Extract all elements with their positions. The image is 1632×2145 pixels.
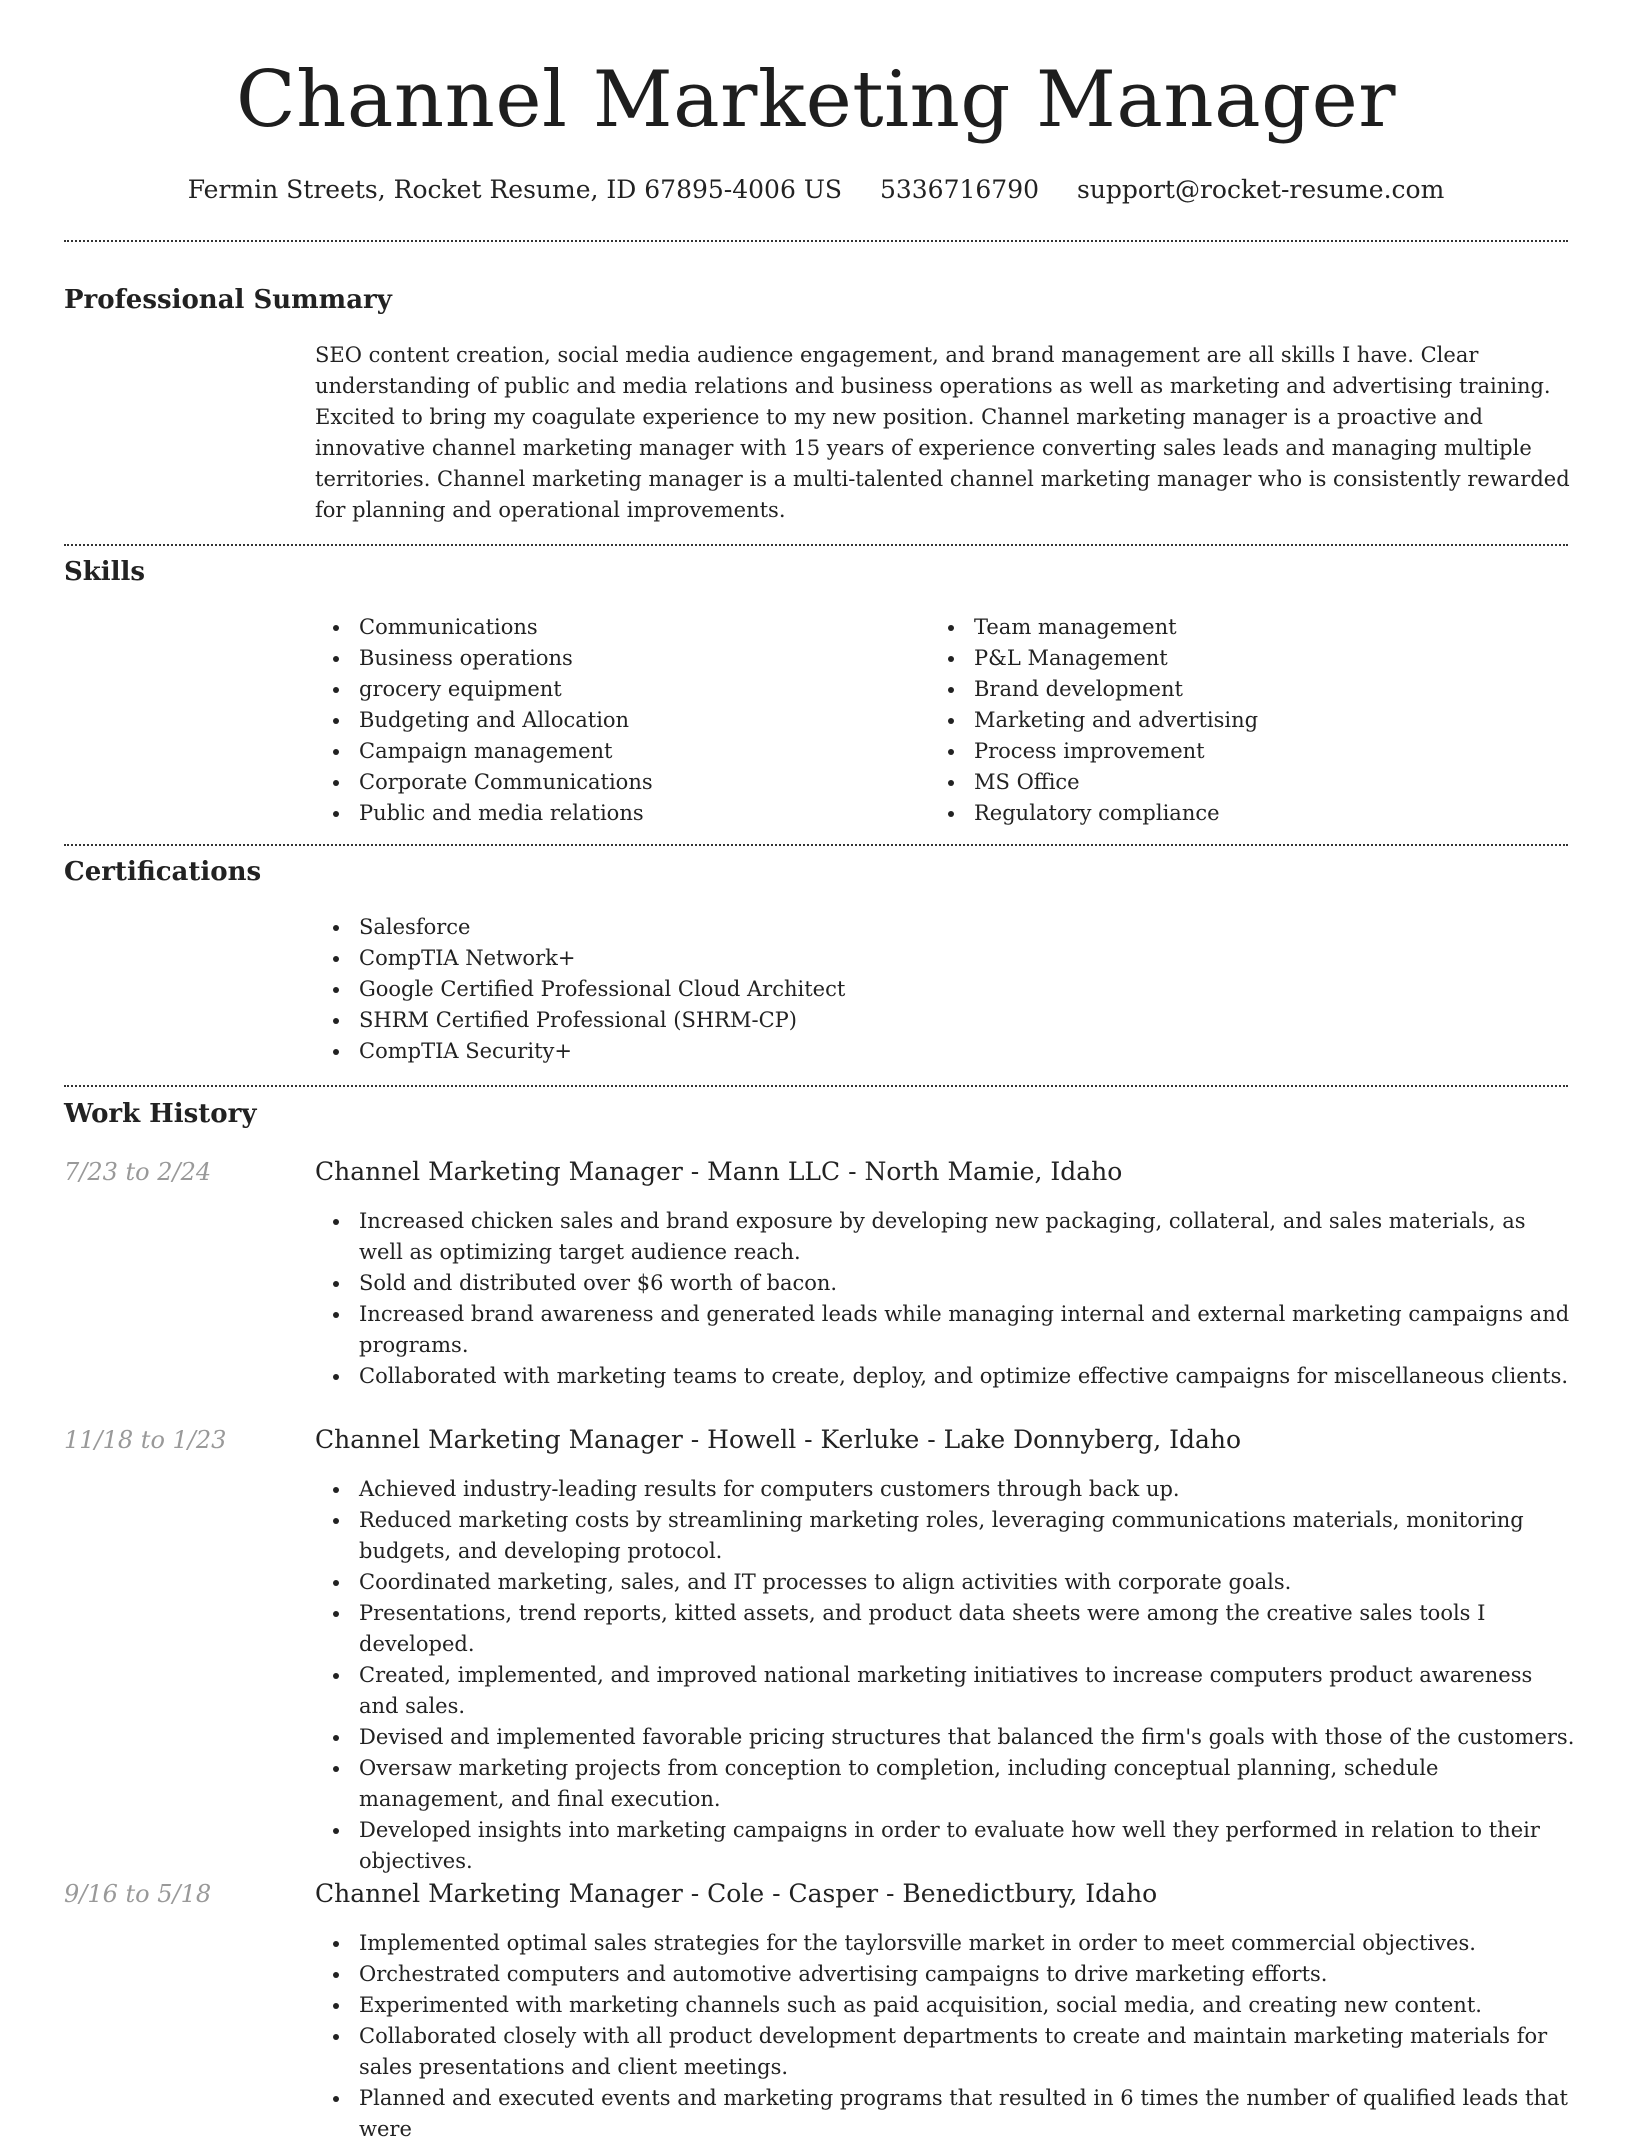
job-dates: 9/16 to 5/18 — [64, 1880, 212, 1908]
job-bullet: Reduced marketing costs by streamlining marketing roles, leveraging communications materials, monitoring budgets, and developing protocol. — [315, 1505, 1575, 1567]
job-bullet: Oversaw marketing projects from conception to completion, including conceptual planning, schedule management, and final execution. — [315, 1753, 1575, 1815]
certification-item: SHRM Certified Professional (SHRM-CP) — [315, 1005, 1415, 1036]
job-bullets — [315, 1928, 1575, 2145]
certification-item: Salesforce — [315, 912, 1415, 943]
certification-item: CompTIA Security+ — [315, 1036, 1415, 1067]
job-bullet: Presentations, trend reports, kitted assets, and product data sheets were among the creative sales tools I developed. — [315, 1598, 1575, 1660]
skill-item: Campaign management — [315, 736, 915, 767]
skill-item: grocery equipment — [315, 674, 915, 705]
skill-item: Corporate Communications — [315, 767, 915, 798]
skill-item: Regulatory compliance — [930, 798, 1530, 829]
section-divider — [64, 1085, 1568, 1087]
skill-item: Brand development — [930, 674, 1530, 705]
job-bullets — [315, 1206, 1575, 1392]
job-bullet: Planned and executed events and marketing programs that resulted in 6 times the number of qualified leads that were — [315, 2083, 1575, 2145]
skill-item: P&L Management — [930, 643, 1530, 674]
skill-item: Communications — [315, 612, 915, 643]
job-bullet: Created, implemented, and improved national marketing initiatives to increase computers product awareness and sales. — [315, 1660, 1575, 1722]
contact-line — [0, 170, 1632, 210]
summary-text: SEO content creation, social media audience engagement, and brand management are all skills I have. Clear understanding of public and media relations and business operations as well as marketing and advertising training. Excited to bring my coagulate experience to my new position. Channel marketing manager is a proactive and innovative channel marketing manager with 15 years of experience converting sales leads and managing multiple territories. Channel marketing manager is a multi-talented channel marketing manager who is consistently rewarded for planning and operational improvements. — [315, 343, 1570, 522]
certification-item: CompTIA Network+ — [315, 943, 1415, 974]
job-dates: 7/23 to 2/24 — [64, 1158, 212, 1186]
certifications-list — [315, 912, 1415, 1067]
contact-email: support@rocket-resume.com — [1076, 175, 1445, 204]
job-bullet: Collaborated with marketing teams to create, deploy, and optimize effective campaigns for miscellaneous clients. — [315, 1361, 1575, 1392]
summary-heading: Professional Summary — [64, 285, 392, 315]
contact-address: Fermin Streets, Rocket Resume, ID 67895-4006 US — [187, 175, 843, 204]
skill-item: Business operations — [315, 643, 915, 674]
job-dates: 11/18 to 1/23 — [64, 1426, 227, 1454]
certification-item: Google Certified Professional Cloud Architect — [315, 974, 1415, 1005]
job-bullet: Orchestrated computers and automotive advertising campaigns to drive marketing efforts. — [315, 1959, 1575, 1990]
job-title: Channel Marketing Manager - Cole - Casper - Benedictbury, Idaho — [315, 1879, 1158, 1908]
skill-item: Marketing and advertising — [930, 705, 1530, 736]
section-divider — [64, 240, 1568, 242]
skill-item: Budgeting and Allocation — [315, 705, 915, 736]
job-title: Channel Marketing Manager - Howell - Kerluke - Lake Donnyberg, Idaho — [315, 1425, 1242, 1454]
job-bullet: Achieved industry-leading results for computers customers through back up. — [315, 1474, 1575, 1505]
contact-phone: 5336716790 — [879, 175, 1040, 204]
certifications-heading: Certifications — [64, 857, 262, 887]
job-bullet: Increased chicken sales and brand exposure by developing new packaging, collateral, and sales materials, as well as optimizing target audience reach. — [315, 1206, 1575, 1268]
job-bullet: Developed insights into marketing campaigns in order to evaluate how well they performed in relation to their objectives. — [315, 1815, 1575, 1877]
job-bullet: Increased brand awareness and generated leads while managing internal and external marketing campaigns and programs. — [315, 1299, 1575, 1361]
skills-list-right — [930, 612, 1530, 829]
skill-item: Process improvement — [930, 736, 1530, 767]
job-bullet: Experimented with marketing channels such as paid acquisition, social media, and creating new content. — [315, 1990, 1575, 2021]
resume-name: Channel Marketing Manager — [235, 55, 1397, 145]
job-bullets — [315, 1474, 1575, 1877]
job-bullet: Implemented optimal sales strategies for the taylorsville market in order to meet commercial objectives. — [315, 1928, 1575, 1959]
job-bullet: Coordinated marketing, sales, and IT processes to align activities with corporate goals. — [315, 1567, 1575, 1598]
job-bullet: Devised and implemented favorable pricing structures that balanced the firm's goals with those of the customers. — [315, 1722, 1575, 1753]
work-history-heading: Work History — [64, 1099, 257, 1129]
job-bullet: Collaborated closely with all product development departments to create and maintain marketing materials for sales presentations and client meetings. — [315, 2021, 1575, 2083]
skills-list-left — [315, 612, 915, 829]
skills-heading: Skills — [64, 557, 146, 587]
section-divider — [64, 844, 1568, 846]
skill-item: Public and media relations — [315, 798, 915, 829]
section-divider — [64, 544, 1568, 546]
job-bullet: Sold and distributed over $6 worth of bacon. — [315, 1268, 1575, 1299]
job-title: Channel Marketing Manager - Mann LLC - North Mamie, Idaho — [315, 1157, 1123, 1186]
skill-item: MS Office — [930, 767, 1530, 798]
skill-item: Team management — [930, 612, 1530, 643]
